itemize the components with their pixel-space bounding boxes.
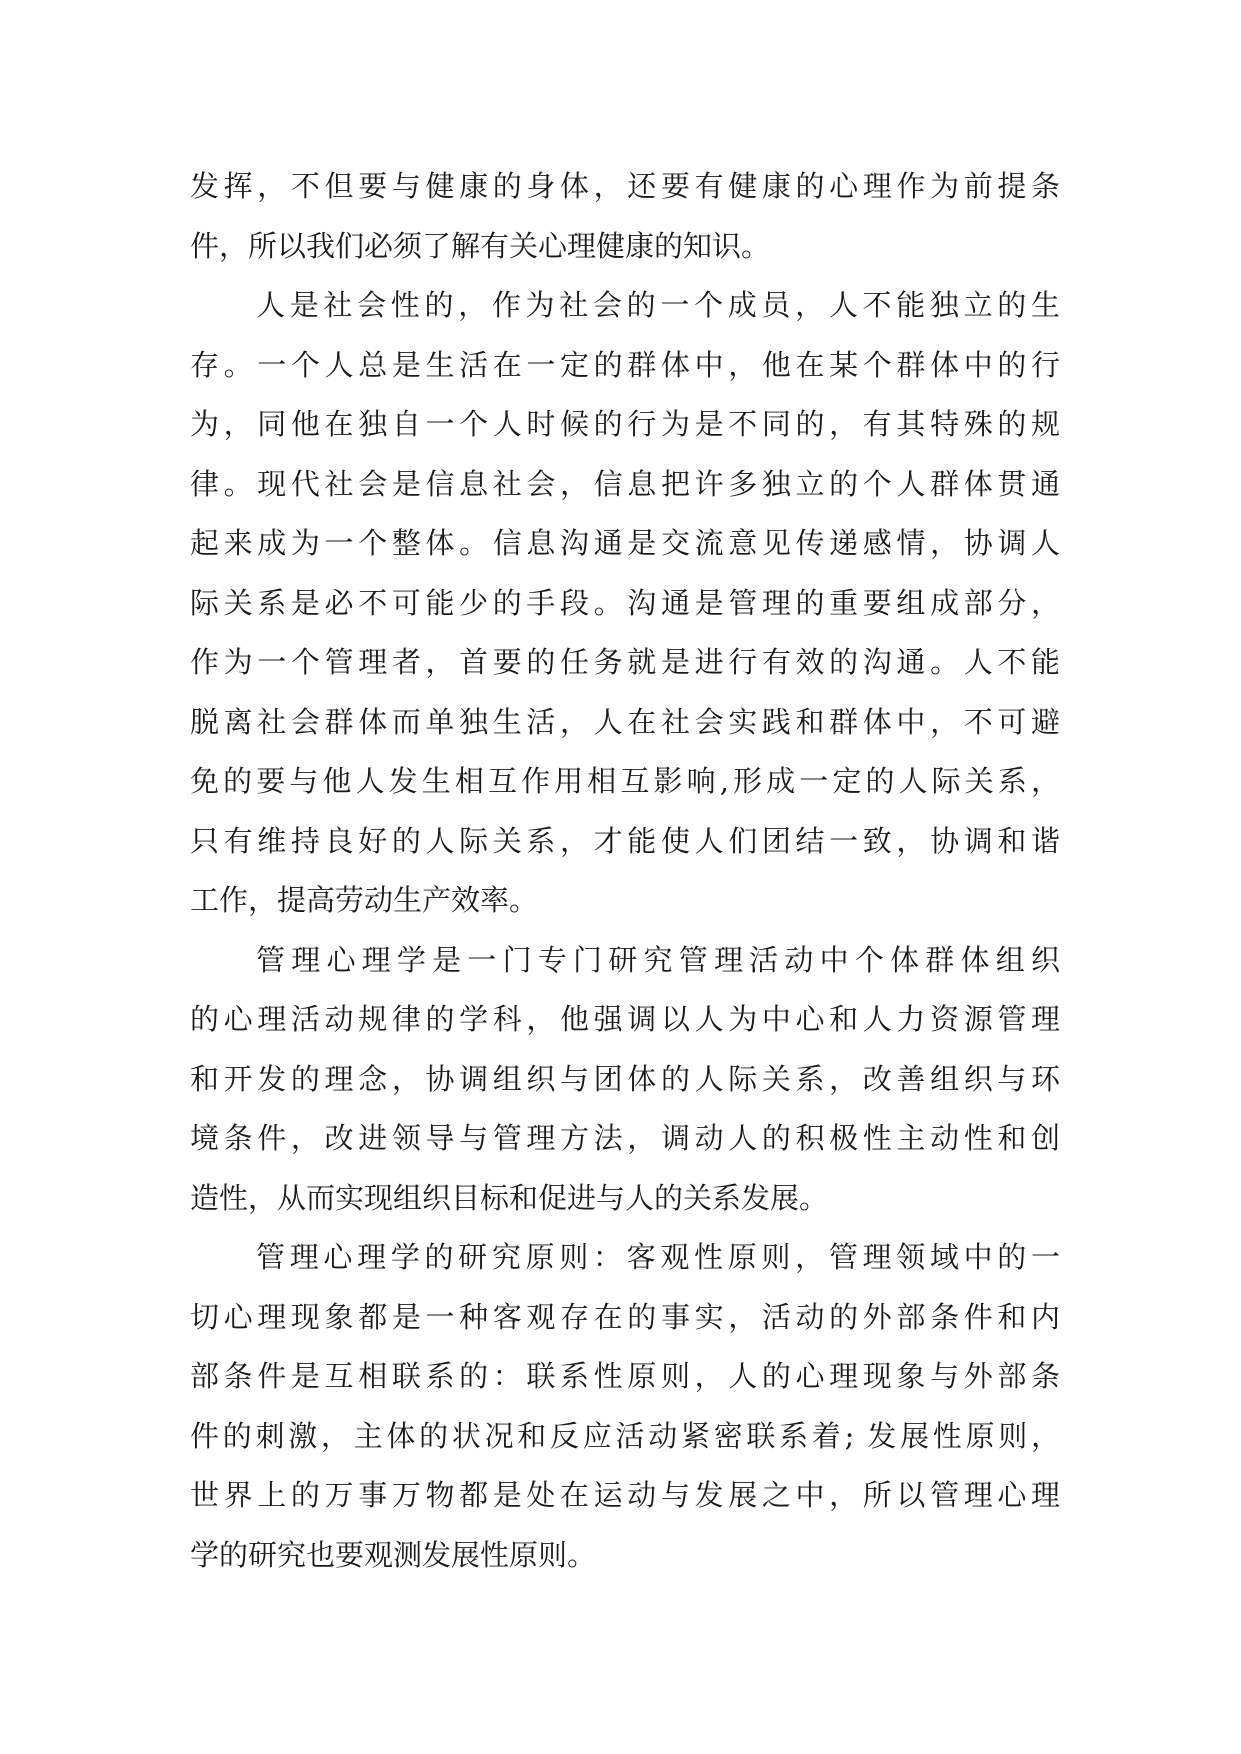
text-line: 切心理现象都是一种客观存在的事实，活动的外部条件和内 — [190, 1299, 1060, 1334]
text-line: 免的要与他人发生相互作用相互影响,形成一定的人际关系， — [190, 764, 1060, 798]
document-body — [190, 157, 1060, 1585]
text-line: 学的研究也要观测发展性原则。 — [190, 1537, 597, 1572]
text-line: 境条件，改进领导与管理方法，调动人的积极性主动性和创 — [190, 1121, 1060, 1155]
paragraph-3 — [190, 931, 1060, 1229]
text-line: 和开发的理念，协调组织与团体的人际关系，改善组织与环 — [190, 1061, 1060, 1096]
text-line: 部条件是互相联系的：联系性原则，人的心理现象与外部条 — [190, 1359, 1060, 1393]
text-line: 造性，从而实现组织目标和促进与人的关系发展。 — [190, 1180, 829, 1215]
text-line: 际关系是必不可能少的手段。沟通是管理的重要组成部分， — [190, 585, 1060, 620]
text-line: 件的刺激，主体的状况和反应活动紧密联系着; 发展性原则， — [190, 1418, 1060, 1453]
text-line: 脱离社会群体而单独生活，人在社会实践和群体中，不可避 — [190, 704, 1060, 739]
text-line: 的心理活动规律的学科，他强调以人为中心和人力资源管理 — [190, 1002, 1060, 1036]
text-line: 律。现代社会是信息社会，信息把许多独立的个人群体贯通 — [190, 466, 1060, 501]
text-line: 工作，提高劳动生产效率。 — [190, 883, 539, 917]
text-line: 管理心理学的研究原则：客观性原则，管理领域中的一 — [256, 1240, 1060, 1274]
text-line: 人是社会性的，作为社会的一个成员，人不能独立的生 — [256, 288, 1060, 322]
text-line: 起来成为一个整体。信息沟通是交流意见传递感情，协调人 — [190, 526, 1060, 560]
text-line: 世界上的万事万物都是处在运动与发展之中，所以管理心理 — [190, 1478, 1060, 1512]
paragraph-4 — [190, 1228, 1060, 1585]
text-line: 发挥，不但要与健康的身体，还要有健康的心理作为前提条 — [190, 169, 1060, 203]
text-line: 管理心理学是一门专门研究管理活动中个体群体组织 — [256, 942, 1060, 977]
paragraph-2 — [190, 276, 1060, 931]
text-line: 作为一个管理者，首要的任务就是进行有效的沟通。人不能 — [190, 645, 1060, 679]
text-line: 为，同他在独自一个人时候的行为是不同的，有其特殊的规 — [190, 407, 1060, 441]
text-line: 存。一个人总是生活在一定的群体中，他在某个群体中的行 — [190, 347, 1060, 382]
text-line: 件，所以我们必须了解有关心理健康的知识。 — [190, 228, 771, 263]
text-line: 只有维持良好的人际关系，才能使人们团结一致，协调和谐 — [190, 823, 1060, 858]
paragraph-1 — [190, 157, 1060, 276]
